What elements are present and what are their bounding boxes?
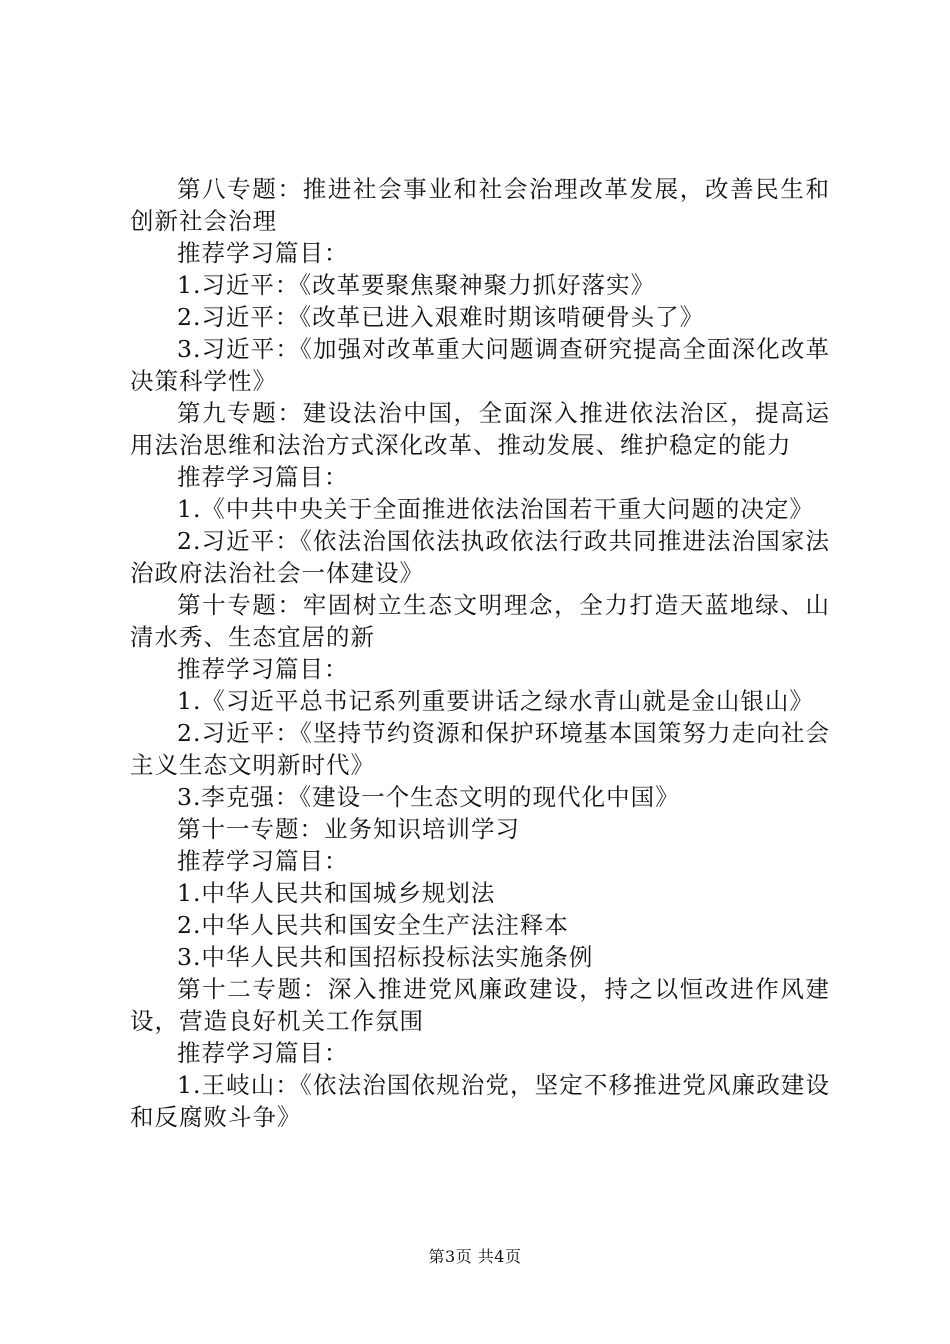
reading-item: 1.习近平：《改革要聚焦聚神聚力抓好落实》 bbox=[177, 271, 656, 299]
reading-item: 1.王岐山：《依法治国依规治党，坚定不移推进党风廉政建设和反腐败斗争》 bbox=[130, 1071, 830, 1131]
recommended-reading-label: 推荐学习篇目： bbox=[177, 463, 349, 491]
topic-12-heading: 第十二专题：深入推进党风廉政建设，持之以恒改进作风建设，营造良好机关工作氛围 bbox=[130, 975, 830, 1035]
topic-10-heading: 第十专题：牢固树立生态文明理念，全力打造天蓝地绿、山清水秀、生态宜居的新 bbox=[130, 591, 830, 651]
page-number-footer: 第3页 共4页 bbox=[428, 1247, 522, 1266]
recommended-reading-label: 推荐学习篇目： bbox=[177, 655, 349, 683]
reading-item: 3.中华人民共和国招标投标法实施条例 bbox=[177, 943, 594, 971]
recommended-reading-label: 推荐学习篇目： bbox=[177, 239, 349, 267]
reading-item: 2.习近平：《坚持节约资源和保护环境基本国策努力走向社会主义生态文明新时代》 bbox=[130, 719, 830, 779]
document-body bbox=[130, 173, 830, 1133]
reading-item: 2.中华人民共和国安全生产法注释本 bbox=[177, 911, 569, 939]
reading-item: 2.习近平：《改革已进入艰难时期该啃硬骨头了》 bbox=[177, 303, 705, 331]
recommended-reading-label: 推荐学习篇目： bbox=[177, 1039, 349, 1067]
topic-11-heading: 第十一专题：业务知识培训学习 bbox=[177, 815, 520, 843]
reading-item: 1.《习近平总书记系列重要讲话之绿水青山就是金山银山》 bbox=[177, 687, 814, 715]
reading-item: 3.李克强：《建设一个生态文明的现代化中国》 bbox=[177, 783, 680, 811]
topic-8-heading: 第八专题：推进社会事业和社会治理改革发展，改善民生和创新社会治理 bbox=[130, 175, 830, 235]
recommended-reading-label: 推荐学习篇目： bbox=[177, 847, 349, 875]
reading-item: 2.习近平：《依法治国依法执政依法行政共同推进法治国家法治政府法治社会一体建设》 bbox=[130, 527, 830, 587]
reading-item: 1.中华人民共和国城乡规划法 bbox=[177, 879, 496, 907]
topic-9-heading: 第九专题：建设法治中国，全面深入推进依法治区，提高运用法治思维和法治方式深化改革、推动发展、维护稳定的能力 bbox=[130, 399, 830, 459]
reading-item: 1.《中共中央关于全面推进依法治国若干重大问题的决定》 bbox=[177, 495, 814, 523]
reading-item: 3.习近平：《加强对改革重大问题调查研究提高全面深化改革决策科学性》 bbox=[130, 335, 830, 395]
